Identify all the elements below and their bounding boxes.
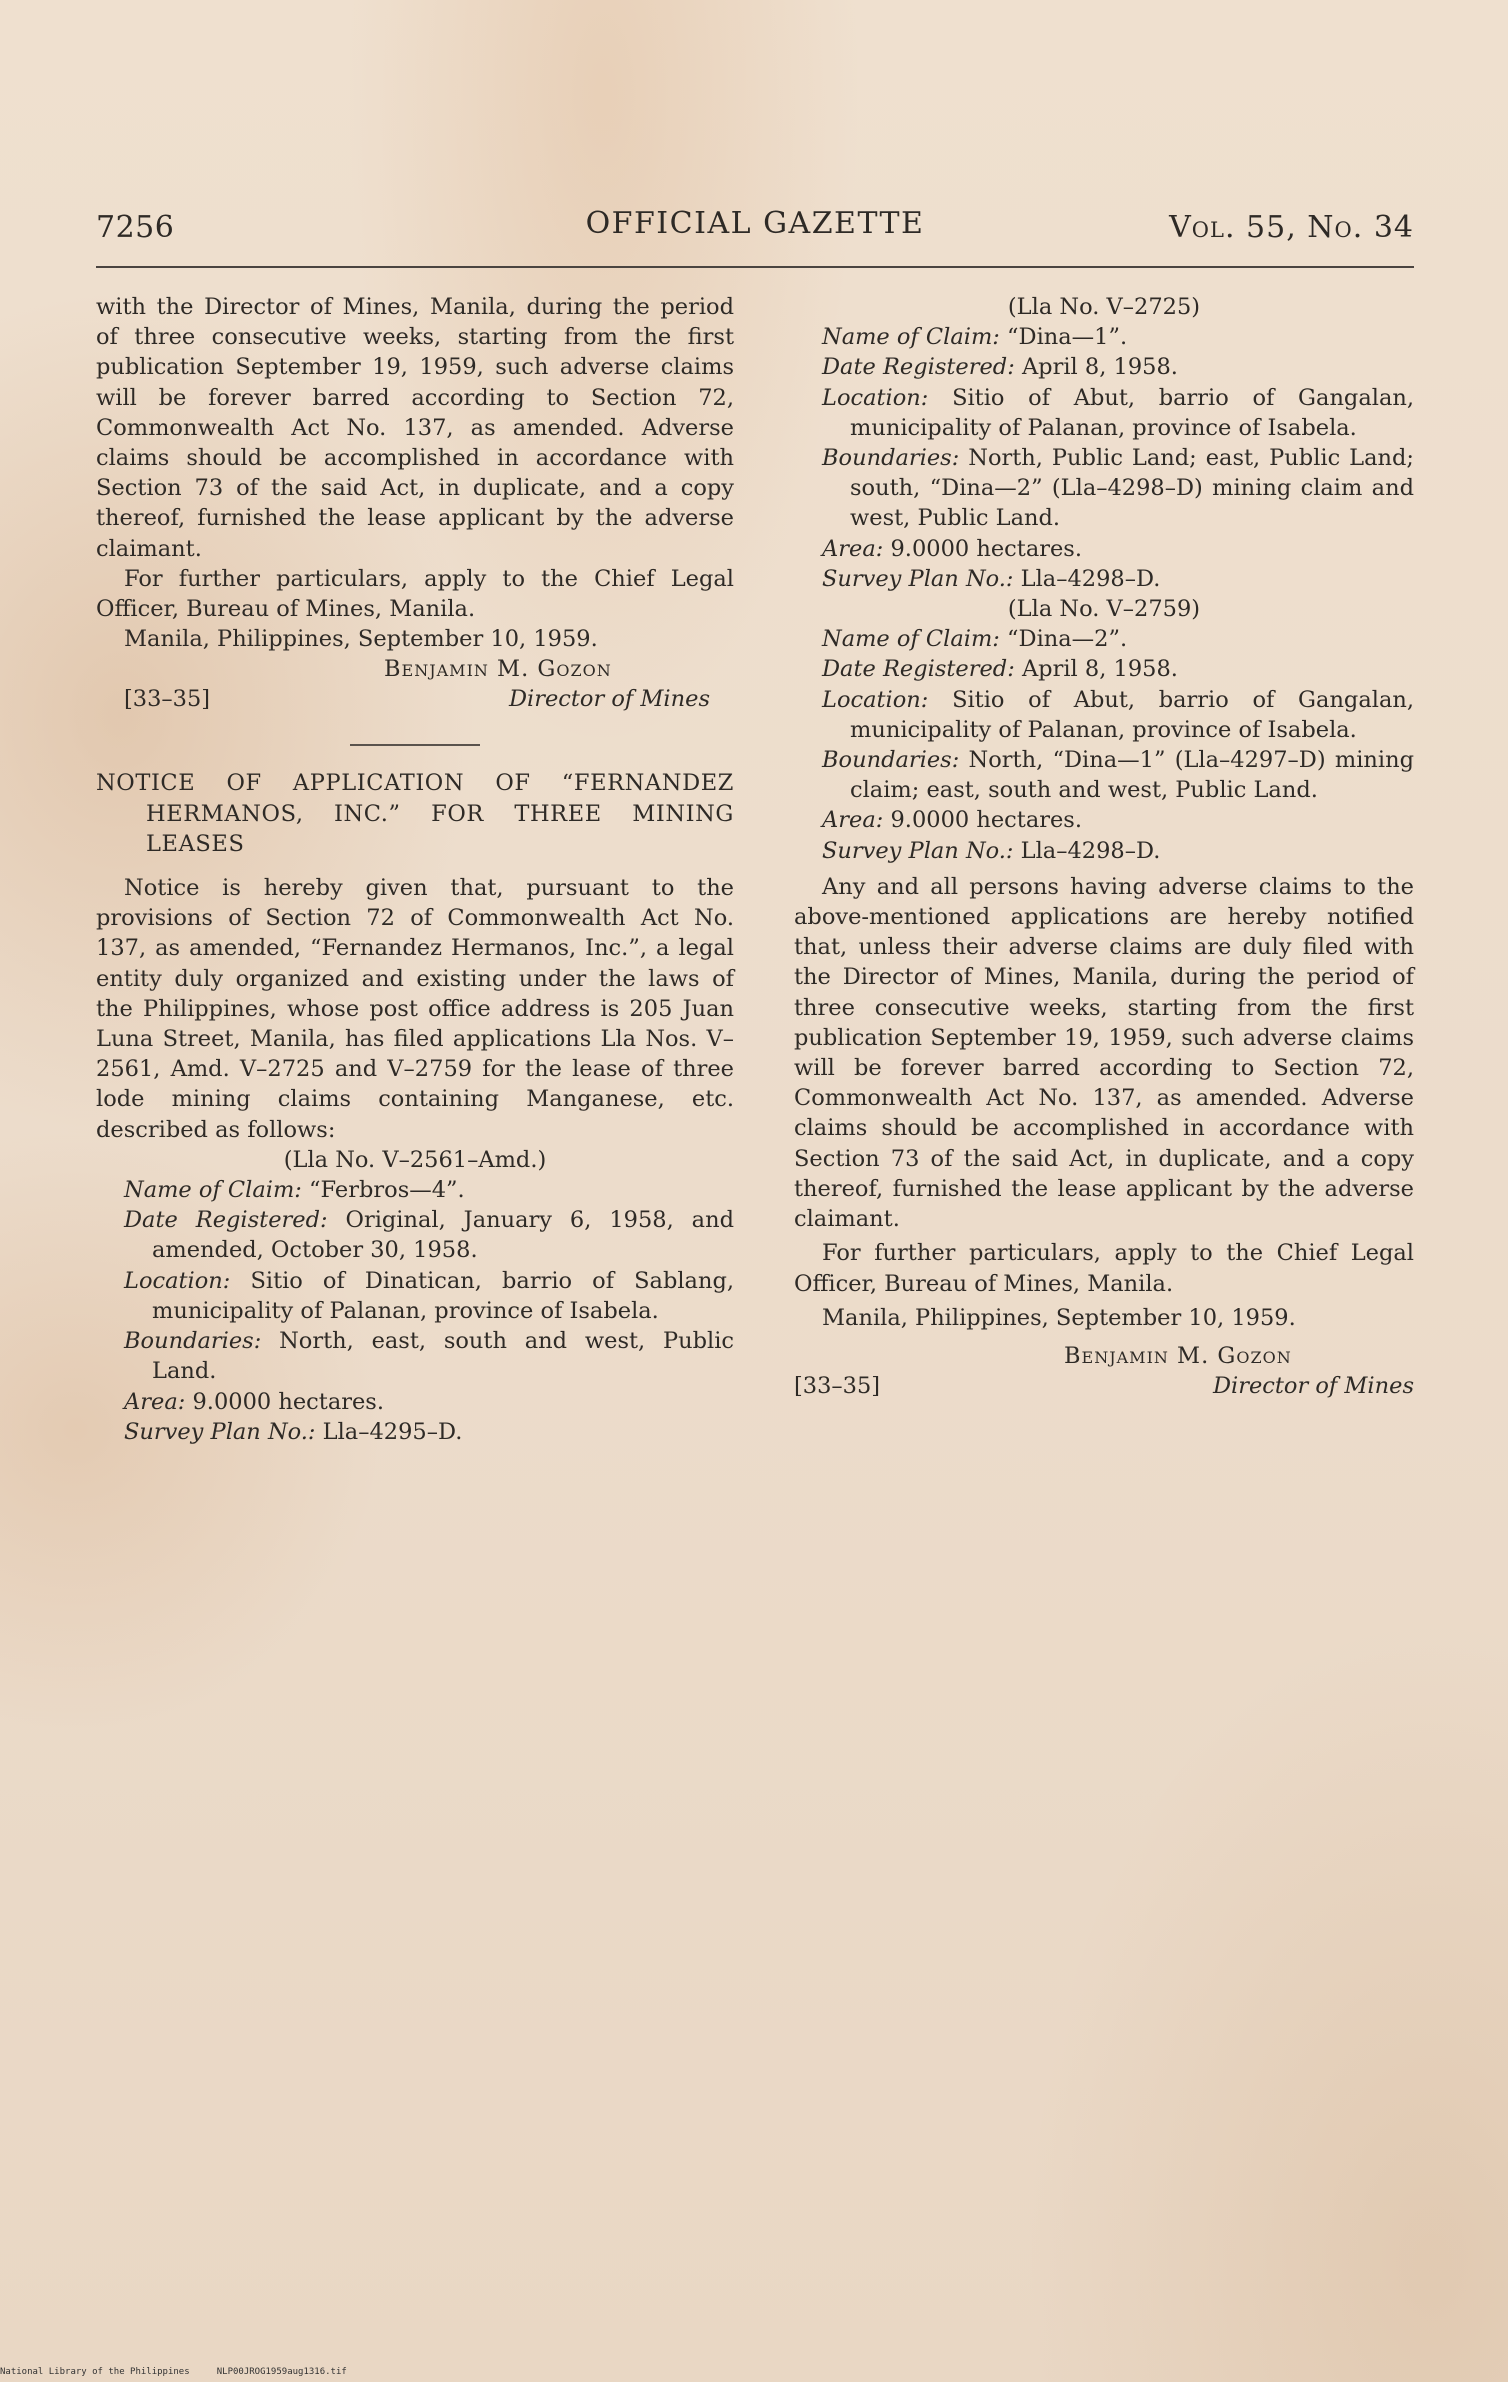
claim-name: Name of Claim: “Dina—2”.	[822, 626, 1128, 653]
claim-location: Location: Sitio of Abut, barrio of Gangalan, municipality of Palanan, province of Isabela.	[822, 384, 1415, 441]
claim-survey-plan: Survey Plan No.: Lla–4298–D.	[822, 565, 1161, 592]
claim-boundaries: Boundaries: North, “Dina—1” (Lla–4297–D) mining claim; east, south and west, Public Land.	[822, 747, 1414, 804]
signatory-title: Director of Mines	[1212, 1372, 1414, 1399]
notice-heading: NOTICE OF APPLICATION OF “FERNANDEZ HERMANOS, INC.” FOR THREE MINING LEASES	[96, 770, 734, 857]
claim-area: Area: 9.0000 hectares.	[124, 1388, 384, 1415]
page-number: 7256	[96, 210, 175, 245]
claim-code: (Lla No. V–2759)	[1007, 596, 1201, 623]
claim-name: Name of Claim: “Dina—1”.	[822, 324, 1128, 351]
adverse-claims-paragraph: Any and all persons having adverse claims to the above-mentioned applications are hereby notified that, unless their adverse claims are duly filed with the Director of Mines, Manila, during the period of three consecutive weeks, starting from the first publication September 19, 1959, such adverse claims will be forever barred according to Section 72, Commonwealth Act No. 137, as amended. Adverse claims should be accomplished in accordance with Section 73 of the said Act, in duplicate, and a copy thereof, furnished the lease applicant by the adverse claimant.	[794, 873, 1414, 1233]
issue-reference: [33–35]	[124, 686, 211, 713]
signatory-name: Benjamin M. Gozon	[384, 656, 612, 683]
signatory-name: Benjamin M. Gozon	[1064, 1342, 1292, 1369]
page-header	[96, 206, 1414, 254]
claim-survey-plan: Survey Plan No.: Lla–4295–D.	[124, 1418, 463, 1445]
left-column	[96, 292, 734, 1447]
left-further-particulars: For further particulars, apply to the Chief Legal Officer, Bureau of Mines, Manila.	[96, 565, 734, 623]
signatory-title: Director of Mines	[508, 686, 710, 713]
claim-date: Date Registered: Original, January 6, 1958, and amended, October 30, 1958.	[124, 1207, 734, 1264]
right-date-line: Manila, Philippines, September 10, 1959.	[822, 1304, 1296, 1331]
issue-reference: [33–35]	[794, 1372, 881, 1399]
left-continuation-paragraph: with the Director of Mines, Manila, during the period of three consecutive weeks, starting from the first publication September 19, 1959, such adverse claims will be forever barred according to Section 72, Commonwealth Act No. 137, as amended. Adverse claims should be accomplished in accordance with Section 73 of the said Act, in duplicate, and a copy thereof, furnished the lease applicant by the adverse claimant.	[96, 294, 734, 562]
notice-body: Notice is hereby given that, pursuant to the provisions of Section 72 of Commonwealth Act No. 137, as amended, “Fernandez Hermanos, Inc.”, a legal entity duly organized and existing under the laws of the Philippines, whose post office address is 205 Juan Luna Street, Manila, has filed applications Lla Nos. V–2561, Amd. V–2725 and V–2759 for the lease of three lode mining claims containing Manganese, etc. described as follows:	[96, 875, 734, 1143]
volume-number: Vol. 55, No. 34	[1169, 210, 1414, 245]
right-signature-block	[794, 1341, 1414, 1401]
claim-boundaries: Boundaries: North, east, south and west, Public Land.	[124, 1328, 735, 1385]
claim-location: Location: Sitio of Abut, barrio of Gangalan, municipality of Palanan, province of Isabela.	[822, 686, 1415, 743]
scan-source-note: National Library of the Philippines NLP00JROG1959aug1316.tif	[0, 2367, 347, 2377]
claim-area: Area: 9.0000 hectares.	[822, 535, 1082, 562]
claim-boundaries: Boundaries: North, Public Land; east, Public Land; south, “Dina—2” (Lla–4298–D) mining claim and west, Public Land.	[822, 445, 1414, 532]
claim-date: Date Registered: April 8, 1958.	[822, 656, 1178, 683]
claim-area: Area: 9.0000 hectares.	[822, 807, 1082, 834]
claim-code: (Lla No. V–2561–Amd.)	[283, 1146, 547, 1173]
left-date-line: Manila, Philippines, September 10, 1959.	[124, 626, 598, 653]
publication-title: OFFICIAL GAZETTE	[585, 206, 925, 241]
claim-location: Location: Sitio of Dinatican, barrio of Sablang, municipality of Palanan, province of Isabela.	[124, 1267, 734, 1324]
header-rule	[96, 266, 1414, 268]
claim-survey-plan: Survey Plan No.: Lla–4298–D.	[822, 837, 1161, 864]
right-further-particulars: For further particulars, apply to the Chief Legal Officer, Bureau of Mines, Manila.	[794, 1240, 1414, 1297]
claim-date: Date Registered: April 8, 1958.	[822, 354, 1178, 381]
claim-name: Name of Claim: “Ferbros—4”.	[124, 1177, 465, 1204]
claim-code: (Lla No. V–2725)	[1007, 294, 1201, 320]
right-column	[794, 292, 1414, 1401]
left-signature-block	[96, 654, 734, 714]
section-divider	[350, 744, 480, 746]
